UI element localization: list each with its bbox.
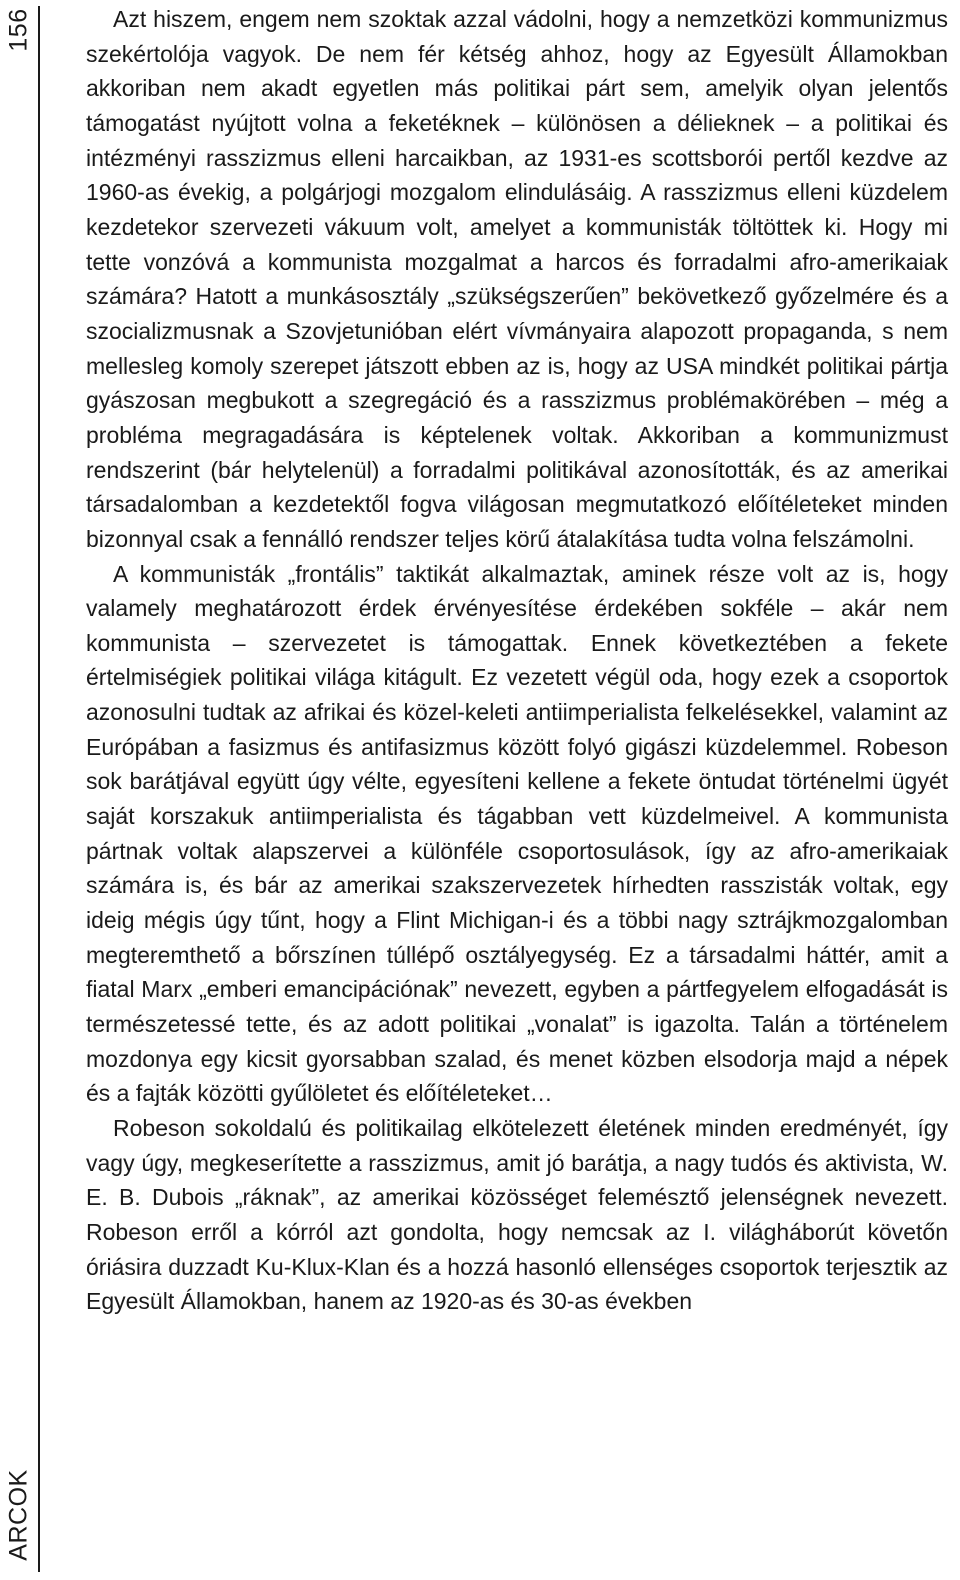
paragraph: Azt hiszem, engem nem szoktak azzal vádolni, hogy a nemzetközi kommunizmus szekértolója vagyok. De nem fér kétség ahhoz, hogy az Egyesült Államokban akkoriban nem akadt egyetlen más politikai párt sem, amelyik olyan jelentős támogatást nyújtott volna a feketéknek – különösen a délieknek – a politikai és intézményi rasszizmus elleni harcaikban, az 1931-es scottsborói pertől kezdve az 1960-as évekig, a polgárjogi mozgalom elindulásáig. A rasszizmus elleni küzdelem kezdetekor szervezeti vákuum volt, amelyet a kommunisták töltöttek ki. Hogy mi tette vonzóvá a kommunista mozgalmat a harcos és forradalmi afro-amerikaiak számára? Hatott a munkásosztály „szükségszerűen” bekövetkező győzelmére és a szocializmusnak a Szovjetunióban elért vívmányaira alapozott propaganda, s nem mellesleg komoly szerepet játszott ebben az is, hogy az USA mindkét politikai pártja gyászosan megbukott a szegregáció és a rasszizmus problémakörében – még a probléma megragadására is képtelenek voltak. Akkoriban a kommunizmust rendszerint (bár helytelenül) a forradalmi politikával azonosították, és az amerikai társadalomban a kezdetektől fogva világosan megmutatkozó előítéleteket minden bizonnyal csak a fennálló rendszer teljes körű átalakítása tudta volna felszámolni. — [86, 6, 948, 552]
page-number: 156 — [4, 8, 33, 52]
running-head: ARCOK — [4, 1469, 33, 1561]
paragraph: A kommunisták „frontális” taktikát alkalmaztak, aminek része volt az is, hogy valamely meghatározott érdek érvényesítése érdekében sokféle – akár nem kommunista – szervezetet is támogattak. Ennek következtében a fekete értelmiségiek politikai világa kitágult. Ez vezetett végül oda, hogy ezek a csoportok azonosulni tudtak az afrikai és közel-keleti antiimperialista felkelésekkel, valamint az Európában a fasizmus és antifasizmus között folyó gigászi küzdelemmel. Robeson sok barátjával együtt úgy vélte, egyesíteni kellene a fekete öntudat történelmi ügyét saját korszakuk antiimperialista és tágabban vett küzdelmeivel. A kommunista pártnak voltak alapszervei a különféle csoportosulások, így az afro-amerikaiak számára is, és bár az amerikai szakszervezetek hírhedten rasszisták voltak, egy ideig mégis úgy tűnt, hogy a Flint Michigan-i és a többi nagy sztrájkmozgalomban megteremthető a bőrszínen túllépő osztályegység. Ez a társadalmi háttér, amit a fiatal Marx „emberi emancipációnak” nevezett, egyben a pártfegyelem elfogadását is természetessé tette, és az adott politikai „vonalat” is igazolta. Talán a történelem mozdonya egy kicsit gyorsabban szalad, és menet közben elsodorja majd a népek és a fajták közötti gyűlöletet és előítéleteket… — [86, 560, 948, 1107]
vertical-rule — [38, 6, 40, 1572]
page-margin — [0, 0, 46, 1580]
body-text — [86, 2, 948, 1319]
paragraph: Robeson sokoldalú és politikailag elkötelezett életének minden eredményét, így vagy úgy, megkeserítette a rasszizmus, amit jó barátja, a nagy tudós és aktivista, W. E. B. Dubois „ráknak”, az amerikai közösséget felemésztő jelenségnek nevezett. Robeson erről a kórról azt gondolta, hogy nemcsak az I. világháborút követőn óriásira duzzadt Ku-Klux-Klan és a hozzá hasonló ellenséges csoportok terjesztik az Egyesült Államokban, hanem az 1920-as és 30-as években — [86, 1115, 948, 1315]
